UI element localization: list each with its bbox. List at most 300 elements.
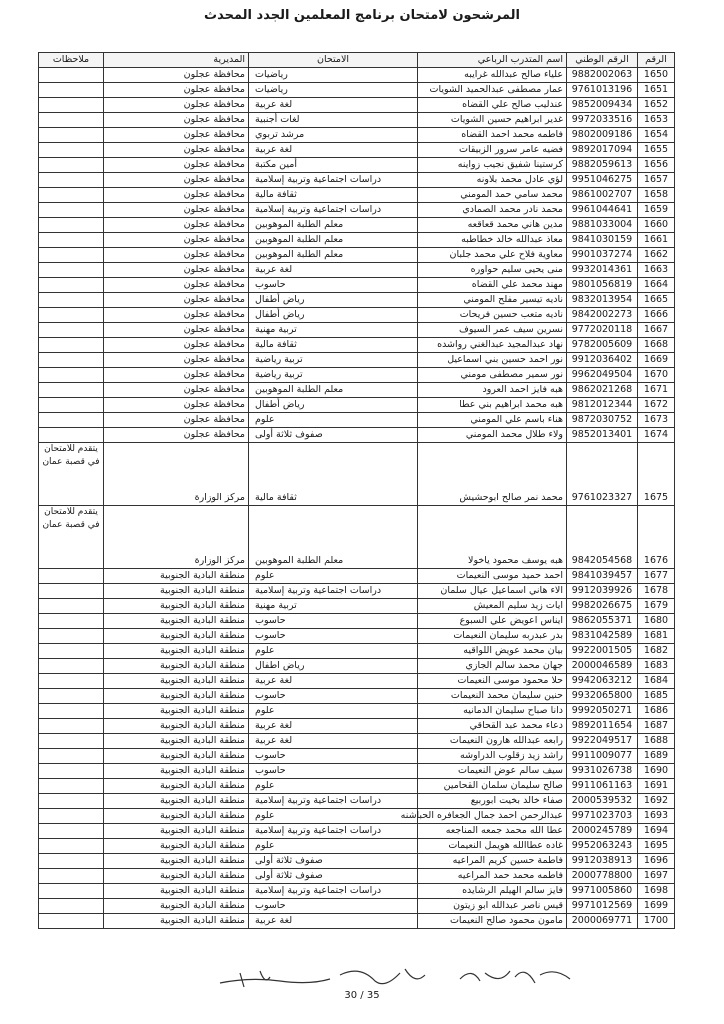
- row-name: كرستينا شفيق نجيب زواينه: [418, 158, 567, 173]
- row-national-id: 2000778800: [567, 869, 638, 884]
- row-directorate: محافظة عجلون: [104, 263, 249, 278]
- row-exam: علوم: [249, 644, 418, 659]
- row-name: محمد نادر محمد الصمادي: [418, 203, 567, 218]
- row-notes: [39, 659, 104, 674]
- row-name: راشد زيد زقلوب الدراوشه: [418, 749, 567, 764]
- row-national-id: 9911009077: [567, 749, 638, 764]
- row-exam: ثقافة مالية: [249, 443, 418, 506]
- table-row: [39, 143, 675, 158]
- row-seq: 1651: [638, 83, 675, 98]
- row-seq: 1662: [638, 248, 675, 263]
- row-seq: 1652: [638, 98, 675, 113]
- row-national-id: 9992050271: [567, 704, 638, 719]
- row-name: هبه محمد ابراهيم بني عطا: [418, 398, 567, 413]
- row-national-id: 9942063212: [567, 674, 638, 689]
- handwritten-signature: [210, 955, 590, 995]
- row-notes: [39, 824, 104, 839]
- row-national-id: 9761023327: [567, 443, 638, 506]
- row-name: معاذ عبدالله خالد خطاطبه: [418, 233, 567, 248]
- row-notes: [39, 233, 104, 248]
- row-name: ايناس اعويض علي السبوع: [418, 614, 567, 629]
- row-notes: [39, 263, 104, 278]
- row-directorate: محافظة عجلون: [104, 233, 249, 248]
- row-exam: علوم: [249, 704, 418, 719]
- row-notes: [39, 113, 104, 128]
- row-name: احمد حميد موسى النعيمات: [418, 569, 567, 584]
- row-directorate: مركز الوزارة: [104, 443, 249, 506]
- row-notes: [39, 749, 104, 764]
- table-row: [39, 884, 675, 899]
- row-exam: حاسوب: [249, 689, 418, 704]
- table-row: [39, 398, 675, 413]
- row-exam: حاسوب: [249, 614, 418, 629]
- row-seq: 1665: [638, 293, 675, 308]
- row-notes: [39, 173, 104, 188]
- row-national-id: 9972033516: [567, 113, 638, 128]
- row-national-id: 9842002273: [567, 308, 638, 323]
- row-national-id: 9932014361: [567, 263, 638, 278]
- row-exam: معلم الطلبة الموهوبين: [249, 233, 418, 248]
- row-name: فايز سالم الهيلم الرشايده: [418, 884, 567, 899]
- row-notes: [39, 323, 104, 338]
- row-notes: [39, 869, 104, 884]
- table-row: [39, 368, 675, 383]
- row-national-id: 2000046589: [567, 659, 638, 674]
- row-national-id: 9971005860: [567, 884, 638, 899]
- row-national-id: 2000245789: [567, 824, 638, 839]
- row-national-id: 9831042589: [567, 629, 638, 644]
- row-notes: [39, 854, 104, 869]
- row-national-id: 2000539532: [567, 794, 638, 809]
- row-seq: 1680: [638, 614, 675, 629]
- row-name: علياء صالح عبدالله غرايبه: [418, 68, 567, 83]
- row-directorate: منطقة البادية الجنوبية: [104, 674, 249, 689]
- row-directorate: منطقة البادية الجنوبية: [104, 914, 249, 929]
- row-name: هبه فايز احمد العرود: [418, 383, 567, 398]
- row-seq: 1690: [638, 764, 675, 779]
- row-exam: حاسوب: [249, 278, 418, 293]
- row-seq: 1664: [638, 278, 675, 293]
- row-exam: علوم: [249, 779, 418, 794]
- row-national-id: 9841030159: [567, 233, 638, 248]
- row-name: محمد نمر صالح ابوحشيش: [418, 443, 567, 506]
- row-notes: [39, 584, 104, 599]
- table-row: [39, 644, 675, 659]
- row-name: ناديه تيسير مفلح المومني: [418, 293, 567, 308]
- row-name: نور احمد حسين بني اسماعيل: [418, 353, 567, 368]
- row-notes: [39, 368, 104, 383]
- row-seq: 1650: [638, 68, 675, 83]
- row-national-id: 9952063243: [567, 839, 638, 854]
- row-exam: معلم الطلبة الموهوبين: [249, 383, 418, 398]
- table-row: [39, 599, 675, 614]
- row-seq: 1677: [638, 569, 675, 584]
- row-seq: 1691: [638, 779, 675, 794]
- row-directorate: محافظة عجلون: [104, 293, 249, 308]
- row-notes: [39, 158, 104, 173]
- row-directorate: محافظة عجلون: [104, 128, 249, 143]
- row-national-id: 9971012569: [567, 899, 638, 914]
- row-notes: [39, 98, 104, 113]
- row-national-id: 9922001505: [567, 644, 638, 659]
- row-seq: 1696: [638, 854, 675, 869]
- row-directorate: منطقة البادية الجنوبية: [104, 869, 249, 884]
- table-row: [39, 839, 675, 854]
- row-name: نور سمير مصطفى مومني: [418, 368, 567, 383]
- row-seq: 1679: [638, 599, 675, 614]
- row-national-id: 9882002063: [567, 68, 638, 83]
- row-seq: 1684: [638, 674, 675, 689]
- row-exam: لغة عربية: [249, 734, 418, 749]
- row-name: هبه يوسف محمود ياخولا: [418, 506, 567, 569]
- row-seq: 1683: [638, 659, 675, 674]
- row-national-id: 9862021268: [567, 383, 638, 398]
- row-national-id: 9961044641: [567, 203, 638, 218]
- table-row: [39, 263, 675, 278]
- header-seq: الرقم: [638, 53, 675, 68]
- row-national-id: 9852013401: [567, 428, 638, 443]
- row-directorate: محافظة عجلون: [104, 188, 249, 203]
- page-number: 30 / 35: [344, 990, 380, 1001]
- row-name: رابعه عبدالله هارون النعيمات: [418, 734, 567, 749]
- row-exam: دراسات اجتماعية وتربية إسلامية: [249, 173, 418, 188]
- header-name: اسم المتدرب الرباعي: [418, 53, 567, 68]
- row-national-id: 9862055371: [567, 614, 638, 629]
- row-seq: 1671: [638, 383, 675, 398]
- row-exam: معلم الطلبة الموهوبين: [249, 506, 418, 569]
- row-notes: [39, 383, 104, 398]
- row-exam: لغات أجنبية: [249, 113, 418, 128]
- row-notes: [39, 413, 104, 428]
- row-exam: حاسوب: [249, 629, 418, 644]
- row-directorate: منطقة البادية الجنوبية: [104, 824, 249, 839]
- row-exam: تربية مهنية: [249, 599, 418, 614]
- row-notes: [39, 914, 104, 929]
- row-exam: معلم الطلبة الموهوبين: [249, 248, 418, 263]
- row-seq: 1674: [638, 428, 675, 443]
- row-name: ايات زيد سليم المعيش: [418, 599, 567, 614]
- table-row: [39, 704, 675, 719]
- row-notes: [39, 338, 104, 353]
- row-notes: [39, 779, 104, 794]
- row-exam: تربية رياضية: [249, 368, 418, 383]
- table-row: [39, 338, 675, 353]
- row-directorate: محافظة عجلون: [104, 158, 249, 173]
- row-exam: دراسات اجتماعية وتربية إسلامية: [249, 584, 418, 599]
- row-name: حنين سليمان محمد النعيمات: [418, 689, 567, 704]
- row-exam: لغة عربية: [249, 98, 418, 113]
- row-name: قيس ناصر عبدالله ابو زيتون: [418, 899, 567, 914]
- row-national-id: 9962049504: [567, 368, 638, 383]
- row-exam: دراسات اجتماعية وتربية إسلامية: [249, 794, 418, 809]
- table-row: [39, 824, 675, 839]
- row-exam: علوم: [249, 809, 418, 824]
- row-notes: [39, 899, 104, 914]
- row-name: هناء باسم علي المومني: [418, 413, 567, 428]
- row-notes: [39, 248, 104, 263]
- row-exam: حاسوب: [249, 899, 418, 914]
- row-exam: ثقافة مالية: [249, 338, 418, 353]
- row-national-id: 9802009186: [567, 128, 638, 143]
- row-seq: 1670: [638, 368, 675, 383]
- row-name: سيف سالم عوض النعيمات: [418, 764, 567, 779]
- row-notes: [39, 734, 104, 749]
- row-seq: 1695: [638, 839, 675, 854]
- row-directorate: محافظة عجلون: [104, 368, 249, 383]
- row-seq: 1699: [638, 899, 675, 914]
- row-seq: 1654: [638, 128, 675, 143]
- row-directorate: منطقة البادية الجنوبية: [104, 629, 249, 644]
- row-notes: [39, 644, 104, 659]
- row-notes: [39, 293, 104, 308]
- row-national-id: 2000069771: [567, 914, 638, 929]
- row-directorate: منطقة البادية الجنوبية: [104, 719, 249, 734]
- table-row: [39, 869, 675, 884]
- row-notes: [39, 308, 104, 323]
- row-national-id: 9882059613: [567, 158, 638, 173]
- row-directorate: منطقة البادية الجنوبية: [104, 614, 249, 629]
- row-directorate: منطقة البادية الجنوبية: [104, 854, 249, 869]
- row-exam: علوم: [249, 839, 418, 854]
- row-name: منى يحيى سليم حواوره: [418, 263, 567, 278]
- row-seq: 1697: [638, 869, 675, 884]
- row-notes: [39, 884, 104, 899]
- row-national-id: 9881033004: [567, 218, 638, 233]
- row-seq: 1660: [638, 218, 675, 233]
- row-name: دعاء محمد عبد القحاقي: [418, 719, 567, 734]
- row-name: معاوية فلاح علي محمد جلبان: [418, 248, 567, 263]
- row-exam: علوم: [249, 413, 418, 428]
- table-row: [39, 914, 675, 929]
- table-row: [39, 128, 675, 143]
- row-name: عطا الله محمد جمعه المناجعه: [418, 824, 567, 839]
- row-name: ولاء طلال محمد المومني: [418, 428, 567, 443]
- row-exam: رياض اطفال: [249, 659, 418, 674]
- row-name: بدر عبدربه سليمان النعيمات: [418, 629, 567, 644]
- row-seq: 1659: [638, 203, 675, 218]
- table-row: [39, 794, 675, 809]
- row-exam: لغة عربية: [249, 674, 418, 689]
- header-national-id: الرقم الوطني: [567, 53, 638, 68]
- row-exam: صفوف ثلاثة أولى: [249, 428, 418, 443]
- table-row: [39, 779, 675, 794]
- row-directorate: منطقة البادية الجنوبية: [104, 644, 249, 659]
- table-row: [39, 584, 675, 599]
- table-row: [39, 158, 675, 173]
- row-national-id: 9782005609: [567, 338, 638, 353]
- row-directorate: منطقة البادية الجنوبية: [104, 749, 249, 764]
- row-notes: [39, 839, 104, 854]
- table-row: [39, 203, 675, 218]
- row-seq: 1669: [638, 353, 675, 368]
- row-notes: يتقدم للامتحان في قصبة عمان: [39, 506, 104, 569]
- row-exam: دراسات اجتماعية وتربية إسلامية: [249, 884, 418, 899]
- table-row: [39, 323, 675, 338]
- row-name: حلا محمود موسى النعيمات: [418, 674, 567, 689]
- row-notes: [39, 689, 104, 704]
- table-row: [39, 809, 675, 824]
- row-directorate: محافظة عجلون: [104, 308, 249, 323]
- table-row: [39, 629, 675, 644]
- table-row: [39, 68, 675, 83]
- row-national-id: 9812012344: [567, 398, 638, 413]
- table-row: [39, 278, 675, 293]
- table-row: [39, 719, 675, 734]
- row-name: عبدالرحمن احمد جمال الجعافره الحباشنه: [418, 809, 567, 824]
- row-notes: [39, 278, 104, 293]
- row-national-id: 9982026675: [567, 599, 638, 614]
- row-name: نسرين سيف عمر السيوف: [418, 323, 567, 338]
- row-notes: [39, 674, 104, 689]
- row-notes: [39, 629, 104, 644]
- header-notes: ملاحظات: [39, 53, 104, 68]
- row-directorate: محافظة عجلون: [104, 203, 249, 218]
- table-row: [39, 308, 675, 323]
- row-directorate: محافظة عجلون: [104, 143, 249, 158]
- row-national-id: 9911061163: [567, 779, 638, 794]
- table-row: [39, 506, 675, 569]
- table-row: [39, 674, 675, 689]
- row-notes: [39, 764, 104, 779]
- table-body: [39, 68, 675, 929]
- table-row: [39, 614, 675, 629]
- row-notes: يتقدم للامتحان في قصبة عمان: [39, 443, 104, 506]
- row-seq: 1698: [638, 884, 675, 899]
- row-exam: رياض أطفال: [249, 293, 418, 308]
- table-row: [39, 353, 675, 368]
- row-national-id: 9951046275: [567, 173, 638, 188]
- row-directorate: محافظة عجلون: [104, 428, 249, 443]
- row-seq: 1672: [638, 398, 675, 413]
- row-national-id: 9861002707: [567, 188, 638, 203]
- row-notes: [39, 218, 104, 233]
- row-notes: [39, 704, 104, 719]
- row-national-id: 9892017094: [567, 143, 638, 158]
- row-name: فاطمه محمد احمد القضاه: [418, 128, 567, 143]
- row-seq: 1668: [638, 338, 675, 353]
- table-row: [39, 659, 675, 674]
- row-name: دانا صباح سليمان الدمانيه: [418, 704, 567, 719]
- table-row: [39, 764, 675, 779]
- table-row: [39, 188, 675, 203]
- row-national-id: 9931026738: [567, 764, 638, 779]
- row-seq: 1667: [638, 323, 675, 338]
- row-national-id: 9922049517: [567, 734, 638, 749]
- table-row: [39, 233, 675, 248]
- row-directorate: منطقة البادية الجنوبية: [104, 584, 249, 599]
- row-seq: 1666: [638, 308, 675, 323]
- row-exam: تربية مهنية: [249, 323, 418, 338]
- row-directorate: محافظة عجلون: [104, 113, 249, 128]
- table-row: [39, 689, 675, 704]
- row-name: بيان محمد عويض اللواقيه: [418, 644, 567, 659]
- row-directorate: منطقة البادية الجنوبية: [104, 704, 249, 719]
- row-seq: 1661: [638, 233, 675, 248]
- table-row: [39, 218, 675, 233]
- row-seq: 1685: [638, 689, 675, 704]
- row-seq: 1693: [638, 809, 675, 824]
- row-seq: 1653: [638, 113, 675, 128]
- table-header-row: [39, 53, 675, 68]
- table-row: [39, 413, 675, 428]
- row-national-id: 9801056819: [567, 278, 638, 293]
- row-exam: رياضيات: [249, 68, 418, 83]
- row-directorate: منطقة البادية الجنوبية: [104, 839, 249, 854]
- row-name: عمار مصطفى عبدالحميد الشويات: [418, 83, 567, 98]
- row-exam: لغة عربية: [249, 143, 418, 158]
- row-national-id: 9761013196: [567, 83, 638, 98]
- row-national-id: 9912039926: [567, 584, 638, 599]
- row-name: فاطمة حسين كريم المراعيه: [418, 854, 567, 869]
- row-national-id: 9892011654: [567, 719, 638, 734]
- row-directorate: منطقة البادية الجنوبية: [104, 689, 249, 704]
- row-notes: [39, 68, 104, 83]
- table-row: [39, 443, 675, 506]
- row-name: ناديه متعب حسين فريحات: [418, 308, 567, 323]
- row-national-id: 9912036402: [567, 353, 638, 368]
- table-row: [39, 569, 675, 584]
- row-name: الاء هاني اسماعيل عيال سلمان: [418, 584, 567, 599]
- row-exam: لغة عربية: [249, 719, 418, 734]
- row-exam: مرشد تربوي: [249, 128, 418, 143]
- row-seq: 1663: [638, 263, 675, 278]
- row-seq: 1658: [638, 188, 675, 203]
- row-name: مدين هاني محمد قعاقعه: [418, 218, 567, 233]
- row-seq: 1657: [638, 173, 675, 188]
- row-exam: صفوف ثلاثة أولى: [249, 869, 418, 884]
- row-name: صالح سليمان سلمان القحامين: [418, 779, 567, 794]
- table-row: [39, 428, 675, 443]
- row-directorate: منطقة البادية الجنوبية: [104, 899, 249, 914]
- row-name: مهند محمد علي القضاه: [418, 278, 567, 293]
- row-directorate: محافظة عجلون: [104, 278, 249, 293]
- row-exam: لغة عربية: [249, 914, 418, 929]
- table-row: [39, 173, 675, 188]
- row-national-id: 9772020118: [567, 323, 638, 338]
- table-row: [39, 383, 675, 398]
- row-exam: أمين مكتبة: [249, 158, 418, 173]
- row-directorate: منطقة البادية الجنوبية: [104, 659, 249, 674]
- row-exam: دراسات اجتماعية وتربية إسلامية: [249, 824, 418, 839]
- row-directorate: محافظة عجلون: [104, 218, 249, 233]
- row-seq: 1688: [638, 734, 675, 749]
- table-row: [39, 248, 675, 263]
- row-name: عندليب صالح علي القضاه: [418, 98, 567, 113]
- row-seq: 1681: [638, 629, 675, 644]
- row-directorate: محافظة عجلون: [104, 413, 249, 428]
- row-exam: صفوف ثلاثة أولى: [249, 854, 418, 869]
- row-exam: حاسوب: [249, 749, 418, 764]
- row-directorate: محافظة عجلون: [104, 383, 249, 398]
- row-notes: [39, 794, 104, 809]
- table-row: [39, 899, 675, 914]
- row-seq: 1656: [638, 158, 675, 173]
- row-exam: رياض أطفال: [249, 308, 418, 323]
- row-national-id: 9842054568: [567, 506, 638, 569]
- row-seq: 1682: [638, 644, 675, 659]
- row-directorate: منطقة البادية الجنوبية: [104, 764, 249, 779]
- table-row: [39, 83, 675, 98]
- row-name: مامون محمود صالح النعيمات: [418, 914, 567, 929]
- row-notes: [39, 614, 104, 629]
- row-name: نهاد عبدالمجيد عبدالغني رواشده: [418, 338, 567, 353]
- row-directorate: محافظة عجلون: [104, 338, 249, 353]
- row-exam: رياض أطفال: [249, 398, 418, 413]
- row-national-id: 9971023703: [567, 809, 638, 824]
- row-notes: [39, 719, 104, 734]
- row-seq: 1694: [638, 824, 675, 839]
- row-notes: [39, 188, 104, 203]
